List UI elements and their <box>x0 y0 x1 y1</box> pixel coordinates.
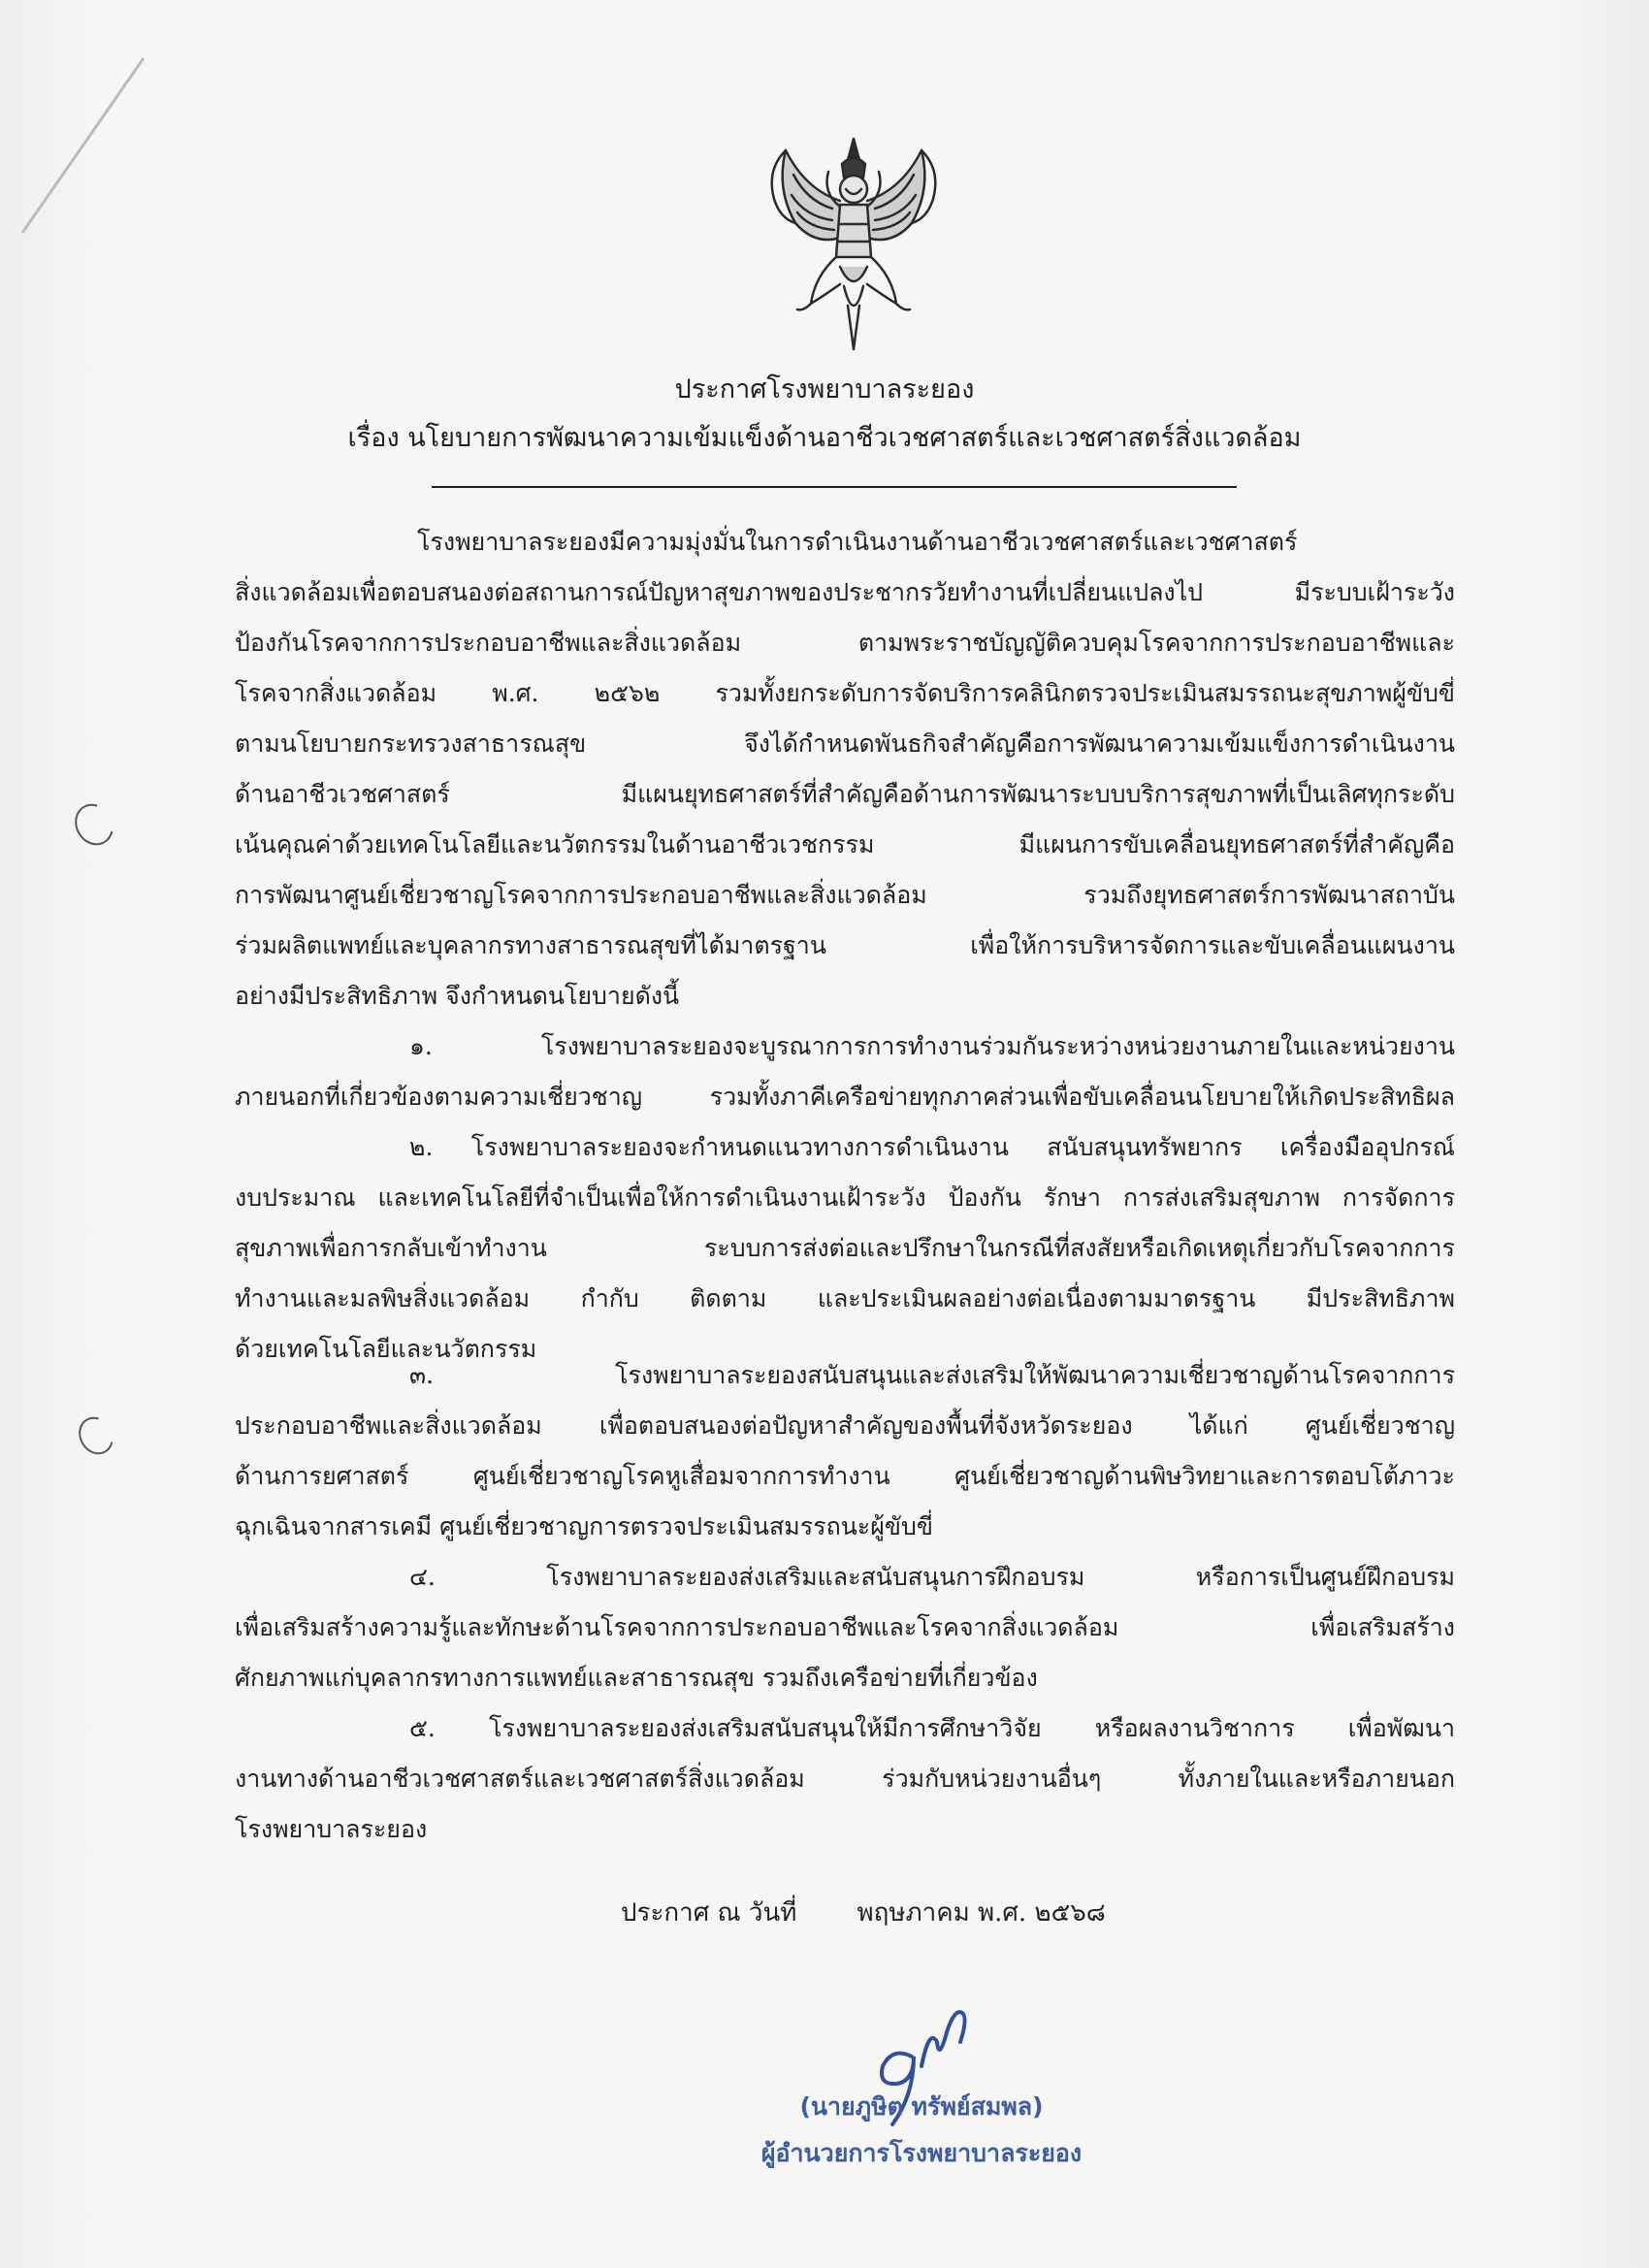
body-line: สุขภาพเพื่อการกลับเข้าทำงาน ระบบการส่งต่อและปรึกษาในกรณีที่สงสัยหรือเกิดเหตุเกี่ยวกับโรคจากการ <box>235 1234 1455 1262</box>
binder-hole-mark <box>68 796 121 852</box>
body-line: ศักยภาพแก่บุคลากรทางการแพทย์และสาธารณสุข รวมถึงเครือข่ายที่เกี่ยวข้อง <box>235 1664 1038 1692</box>
announcement-date <box>621 1890 1106 1936</box>
policy-item-5: ๕. โรงพยาบาลระยองส่งเสริมสนับสนุนให้มีการศึกษาวิจัย หรือผลงานวิชาการ เพื่อพัฒนา <box>409 1714 1455 1742</box>
signer-name: (นายภูษิต ทรัพย์สมพล) <box>799 2092 1044 2121</box>
body-line: ร่วมผลิตแพทย์และบุคลากรทางสาธารณสุขที่ได้มาตรฐาน เพื่อให้การบริหารจัดการและขับเคลื่อนแผนงาน <box>235 931 1455 959</box>
body-line: ประกอบอาชีพและสิ่งแวดล้อม เพื่อตอบสนองต่อปัญหาสำคัญของพื้นที่จังหวัดระยอง ได้แก่ ศูนย์เชี่ยวชาญ <box>235 1411 1455 1440</box>
body-line: สิ่งแวดล้อมเพื่อตอบสนองต่อสถานการณ์ปัญหาสุขภาพของประชากรวัยทำงานที่เปลี่ยนแปลงไป มีระบบเฝ้าระวัง <box>235 578 1455 606</box>
body-line: ภายนอกที่เกี่ยวข้องตามความเชี่ยวชาญ รวมทั้งภาคีเครือข่ายทุกภาคส่วนเพื่อขับเคลื่อนนโยบายให้เกิดประสิทธิผล <box>235 1083 1455 1111</box>
body-line: อย่างมีประสิทธิภาพ จึงกำหนดนโยบายดังนี้ <box>235 982 680 1010</box>
body-line: ฉุกเฉินจากสารเคมี ศูนย์เชี่ยวชาญการตรวจประเมินสมรรถนะผู้ขับขี่ <box>235 1512 933 1540</box>
body-line: เน้นคุณค่าด้วยเทคโนโลยีและนวัตกรรมในด้านอาชีวเวชกรรม มีแผนการขับเคลื่อนยุทธศาสตร์ที่สำคัญคือ <box>235 830 1455 859</box>
garuda-emblem-icon <box>747 131 960 359</box>
body-line: งบประมาณ และเทคโนโลยีที่จำเป็นเพื่อให้การดำเนินงานเฝ้าระวัง ป้องกัน รักษา การส่งเสริมสุขภาพ การจัดการ <box>235 1183 1455 1212</box>
body-line: งานทางด้านอาชีวเวชศาสตร์และเวชศาสตร์สิ่งแวดล้อม ร่วมกับหน่วยงานอื่นๆ ทั้งภายในและหรือภายนอก <box>235 1765 1455 1793</box>
body-line: โรงพยาบาลระยองมีความมุ่งมั่นในการดำเนินงานด้านอาชีวเวชศาสตร์และเวชศาสตร์ <box>417 528 1298 556</box>
policy-item-1: ๑. โรงพยาบาลระยองจะบูรณาการการทำงานร่วมกันระหว่างหน่วยงานภายในและหน่วยงาน <box>409 1032 1455 1060</box>
body-line: การพัฒนาศูนย์เชี่ยวชาญโรคจากการประกอบอาชีพและสิ่งแวดล้อม รวมถึงยุทธศาสตร์การพัฒนาสถาบัน <box>235 881 1455 909</box>
body-line: ด้วยเทคโนโลยีและนวัตกรรม <box>235 1335 537 1363</box>
body-line: ทำงานและมลพิษสิ่งแวดล้อม กำกับ ติดตาม และประเมินผลอย่างต่อเนื่องตามมาตรฐาน มีประสิทธิภาพ <box>235 1284 1455 1312</box>
body-line: โรคจากสิ่งแวดล้อม พ.ศ. ๒๕๖๒ รวมทั้งยกระดับการจัดบริการคลินิกตรวจประเมินสมรรถนะสุขภาพผู้ขับขี่ <box>235 679 1455 707</box>
policy-item-4: ๔. โรงพยาบาลระยองส่งเสริมและสนับสนุนการฝึกอบรม หรือการเป็นศูนย์ฝึกอบรม <box>409 1563 1455 1591</box>
title-divider <box>432 486 1237 488</box>
body-line: เพื่อเสริมสร้างความรู้และทักษะด้านโรคจากการประกอบอาชีพและโรคจากสิ่งแวดล้อม เพื่อเสริมสร้าง <box>235 1613 1455 1641</box>
body-line: ด้านอาชีวเวชศาสตร์ มีแผนยุทธศาสตร์ที่สำคัญคือด้านการพัฒนาระบบบริการสุขภาพที่เป็นเลิศทุกระดับ <box>235 780 1455 808</box>
date-prefix: ประกาศ ณ วันที่ <box>621 1898 797 1928</box>
binder-hole-mark <box>72 1410 119 1461</box>
scan-edge-mark <box>17 39 153 252</box>
policy-item-3: ๓. โรงพยาบาลระยองสนับสนุนและส่งเสริมให้พัฒนาความเชี่ยวชาญด้านโรคจากการ <box>409 1361 1455 1389</box>
policy-item-2: ๒. โรงพยาบาลระยองจะกำหนดแนวทางการดำเนินงาน สนับสนุนทรัพยากร เครื่องมืออุปกรณ์ <box>409 1133 1455 1161</box>
announcement-title: ประกาศโรงพยาบาลระยอง <box>674 374 975 405</box>
body-line: ตามนโยบายกระทรวงสาธารณสุข จึงได้กำหนดพันธกิจสำคัญคือการพัฒนาความเข้มแข็งการดำเนินงาน <box>235 729 1455 758</box>
date-value: พฤษภาคม พ.ศ. ๒๕๖๘ <box>857 1898 1106 1928</box>
signer-title: ผู้อำนวยการโรงพยาบาลระยอง <box>760 2139 1083 2167</box>
body-line: ป้องกันโรคจากการประกอบอาชีพและสิ่งแวดล้อม ตามพระราชบัญญัติควบคุมโรคจากการประกอบอาชีพและ <box>235 629 1455 657</box>
announcement-subject: เรื่อง นโยบายการพัฒนาความเข้มแข็งด้านอาชีวเวชศาสตร์และเวชศาสตร์สิ่งแวดล้อม <box>347 423 1302 453</box>
body-line: โรงพยาบาลระยอง <box>235 1815 428 1843</box>
body-line: ด้านการยศาสตร์ ศูนย์เชี่ยวชาญโรคหูเสื่อมจากการทำงาน ศูนย์เชี่ยวชาญด้านพิษวิทยาและการตอบโต้ภาวะ <box>235 1462 1455 1490</box>
